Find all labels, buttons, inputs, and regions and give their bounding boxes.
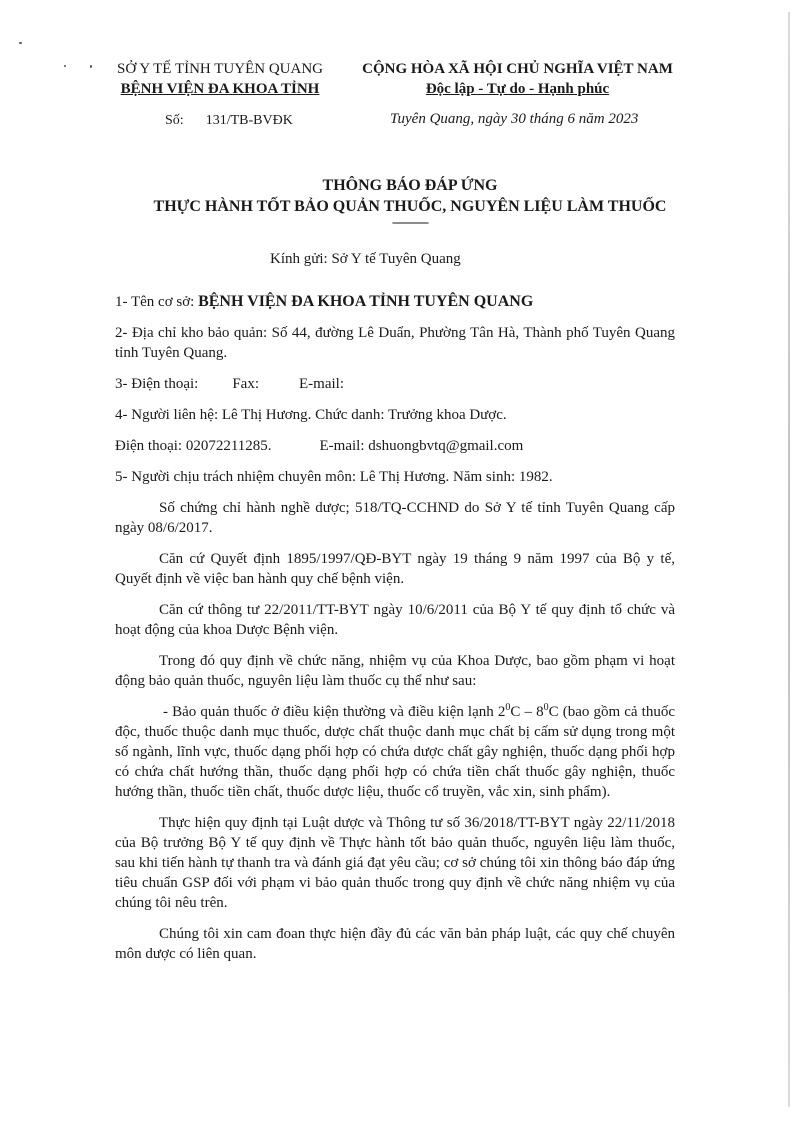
facility-line bbox=[115, 292, 675, 312]
recipient: Kính gửi: Sở Y tế Tuyên Quang bbox=[270, 251, 461, 267]
document-body bbox=[115, 292, 675, 975]
country-name: CỘNG HÒA XÃ HỘI CHỦ NGHĨA VIỆT NAM bbox=[362, 61, 673, 77]
facility-name: BỆNH VIỆN ĐA KHOA TỈNH TUYÊN QUANG bbox=[198, 293, 534, 310]
degree-sup-1: 0 bbox=[505, 702, 511, 713]
address-line: 2- Địa chỉ kho bảo quản: Số 44, đường Lê Duẩn, Phường Tân Hà, Thành phố Tuyên Quang tỉnh Tuyên Quang. bbox=[115, 325, 675, 361]
document-title bbox=[80, 175, 740, 227]
document-date: Tuyên Quang, ngày 30 tháng 6 năm 2023 bbox=[390, 111, 639, 127]
paragraph-circular: Căn cứ thông tư 22/2011/TT-BYT ngày 10/6/2011 của Bộ Y tế quy định tổ chức và hoạt động của khoa Dược Bệnh viện. bbox=[115, 602, 675, 638]
email-label: E-mail: bbox=[299, 376, 344, 392]
document-number bbox=[165, 113, 293, 129]
responsible-line: 5- Người chịu trách nhiệm chuyên môn: Lê Thị Hương. Năm sinh: 1982. bbox=[115, 469, 553, 485]
phone-label: 3- Điện thoại: bbox=[115, 376, 199, 392]
scan-speck bbox=[90, 65, 92, 68]
agency-name: SỞ Y TẾ TỈNH TUYÊN QUANG bbox=[117, 61, 323, 77]
paragraph-gsp: Thực hiện quy định tại Luật dược và Thông tư số 36/2018/TT-BYT ngày 22/11/2018 của Bộ trưởng Bộ Y tế quy định về Thực hành tốt bảo quản thuốc, nguyên liệu làm thuốc, sau khi tiến hành tự thanh tra và đánh giá đạt yêu cầu; cơ sở chúng tôi xin thông báo đáp ứng tiêu chuẩn GSP đối với phạm vi bảo quản thuốc trong quy định về chức năng nhiệm vụ của chúng tôi nêu trên. bbox=[115, 815, 675, 911]
title-line-2: THỰC HÀNH TỐT BẢO QUẢN THUỐC, NGUYÊN LIỆU LÀM THUỐC bbox=[153, 198, 667, 215]
contact-line: 4- Người liên hệ: Lê Thị Hương. Chức danh: Trưởng khoa Dược. bbox=[115, 407, 507, 423]
scan-speck bbox=[19, 42, 22, 44]
facility-label: 1- Tên cơ sở: bbox=[115, 294, 195, 310]
header-left bbox=[100, 59, 340, 99]
phone-fax-email-line bbox=[115, 374, 675, 394]
contact-phone: Điện thoại: 02072211285. bbox=[115, 438, 272, 454]
paragraph-storage bbox=[115, 702, 675, 802]
paragraph-license: Số chứng chỉ hành nghề dược; 518/TQ-CCHND do Sở Y tế tỉnh Tuyên Quang cấp ngày 08/6/2017. bbox=[115, 500, 675, 536]
storage-text-a: - Bảo quản thuốc ở điều kiện thường và điều kiện lạnh 2 bbox=[163, 704, 506, 720]
degree-sup-2: 0 bbox=[543, 702, 549, 713]
unit-name: BỆNH VIỆN ĐA KHOA TỈNH bbox=[120, 81, 320, 97]
header-right bbox=[345, 59, 690, 99]
doc-no-value: 131/TB-BVĐK bbox=[205, 113, 293, 128]
contact-info-line bbox=[115, 436, 675, 456]
doc-no-label: Số: bbox=[165, 113, 184, 128]
scan-speck bbox=[64, 65, 66, 67]
contact-email: E-mail: dshuongbvtq@gmail.com bbox=[319, 438, 524, 454]
title-rule: ------------ bbox=[392, 215, 428, 229]
national-motto: Độc lập - Tự do - Hạnh phúc bbox=[425, 81, 610, 97]
scan-edge-line bbox=[788, 12, 790, 1107]
paragraph-decision: Căn cứ Quyết định 1895/1997/QĐ-BYT ngày 19 tháng 9 năm 1997 của Bộ y tế, Quyết định về việc ban hành quy chế bệnh viện. bbox=[115, 551, 675, 587]
paragraph-scope: Trong đó quy định về chức năng, nhiệm vụ của Khoa Dược, bao gồm phạm vi hoạt động bảo quản thuốc, nguyên liệu làm thuốc cụ thể như sau: bbox=[115, 653, 675, 689]
storage-text-b: C – 8 bbox=[510, 704, 544, 720]
fax-label: Fax: bbox=[232, 376, 259, 392]
title-line-1: THÔNG BÁO ĐÁP ỨNG bbox=[322, 177, 498, 194]
paragraph-commitment: Chúng tôi xin cam đoan thực hiện đầy đủ các văn bản pháp luật, các quy chế chuyên môn dược có liên quan. bbox=[115, 926, 675, 962]
storage-text-c: C (bao gồm cả thuốc độc, thuốc thuộc danh mục thuốc, dược chất thuộc danh mục chất bị cấm sử dụng trong một số ngành, lĩnh vực, thuốc dạng phối hợp có chứa dược chất gây nghiện, thuốc dạng phối hợp có chứa chất hướng thần, thuốc dạng phối hợp có chứa tiền chất thuốc gây nghiện, thuốc hướng thần, thuốc tiền chất, thuốc dược liệu, thuốc cổ truyền, vắc xin, sinh phẩm). bbox=[115, 704, 675, 800]
